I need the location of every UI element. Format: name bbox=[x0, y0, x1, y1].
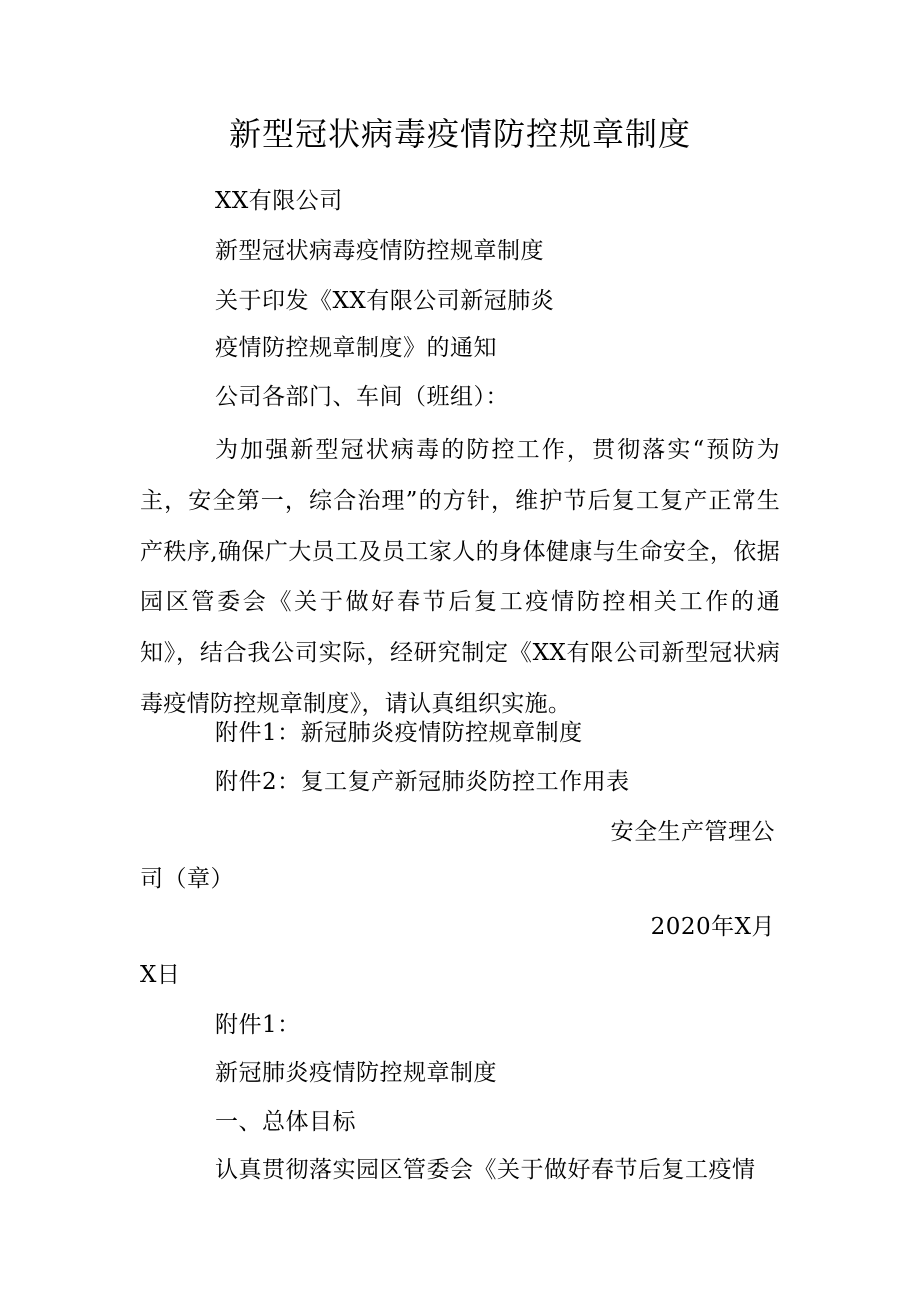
date-line-1: 2020年X月 bbox=[650, 914, 775, 940]
appendix-label: 附件1： bbox=[215, 1012, 301, 1038]
addressee: 公司各部门、车间（班组）： bbox=[215, 384, 509, 410]
date-line-2: X日 bbox=[140, 962, 181, 988]
notice-title-line-1: 关于印发《XX有限公司新冠肺炎 bbox=[215, 288, 555, 314]
attachment-2: 附件2：复工复产新冠肺炎防控工作用表 bbox=[215, 769, 630, 795]
section-1-text: 认真贯彻落实园区管委会《关于做好春节后复工疫情 bbox=[215, 1157, 756, 1183]
document-subtitle: 新型冠状病毒疫情防控规章制度 bbox=[215, 238, 544, 264]
body-paragraph: 为加强新型冠状病毒的防控工作，贯彻落实“预防为主，安全第一，综合治理”的方针，维护节后复工复产正常生产秩序,确保广大员工及员工家人的身体健康与生命安全，依据园区管委会《关于做好春节后复工疫情防控相关工作的通知》，结合我公司实际，经研究制定《XX有限公司新型冠状病毒疫情防控规章制度》，请认真组织实施。 bbox=[140, 437, 780, 717]
section-1-heading: 一、总体目标 bbox=[215, 1109, 356, 1135]
document-title: 新型冠状病毒疫情防控规章制度 bbox=[228, 115, 691, 153]
company-name: XX有限公司 bbox=[215, 188, 343, 214]
notice-title-line-2: 疫情防控规章制度》的通知 bbox=[215, 335, 497, 361]
attachment-1: 附件1：新冠肺炎疫情防控规章制度 bbox=[215, 720, 583, 746]
signature-line-2: 司（章） bbox=[140, 866, 234, 892]
signature-line-1: 安全生产管理公 bbox=[610, 819, 775, 845]
appendix-title: 新冠肺炎疫情防控规章制度 bbox=[215, 1060, 497, 1086]
